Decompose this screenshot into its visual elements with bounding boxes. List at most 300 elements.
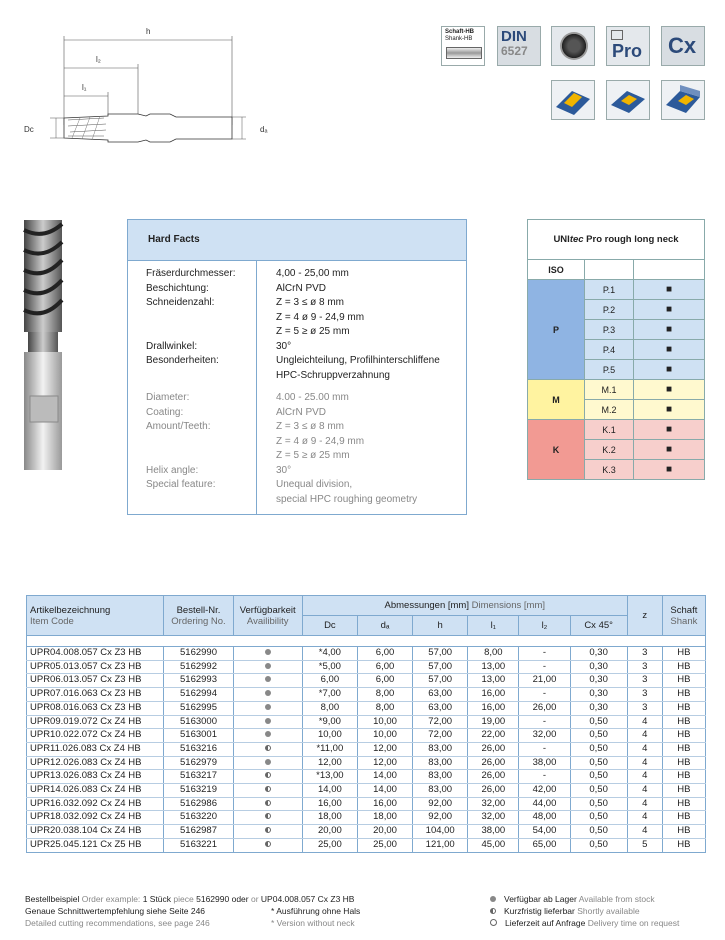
table-cell: *9,00 xyxy=(302,715,357,729)
table-cell: 57,00 xyxy=(413,674,468,688)
table-cell: HB xyxy=(662,701,705,715)
hf-label: Diameter: xyxy=(146,392,190,403)
table-cell: 0,50 xyxy=(570,784,627,798)
table-cell: 3 xyxy=(627,647,662,661)
cutting-note-en: Detailed cutting recommendations, see page 246 xyxy=(25,918,210,928)
table-cell: 5163219 xyxy=(164,784,233,798)
material-code: P.3 xyxy=(585,320,634,340)
table-cell: UPR13.026.083 Cx Z4 HB xyxy=(27,770,164,784)
table-cell: UPR12.026.083 Cx Z4 HB xyxy=(27,756,164,770)
request-dot-icon xyxy=(490,919,497,926)
hf-label: Special feature: xyxy=(146,479,216,490)
table-cell: 12,00 xyxy=(357,742,412,756)
table-cell: 10,00 xyxy=(357,715,412,729)
table-cell: 48,00 xyxy=(519,811,570,825)
availability-cell xyxy=(233,688,302,702)
neck-note-de: * Ausführung ohne Hals xyxy=(271,906,361,916)
table-cell: 5163216 xyxy=(164,742,233,756)
short-dot-icon xyxy=(265,772,271,778)
table-cell: 92,00 xyxy=(413,797,468,811)
table-cell: 83,00 xyxy=(413,756,468,770)
material-code: K.3 xyxy=(585,460,634,480)
table-cell: UPR25.045.121 Cx Z5 HB xyxy=(27,838,164,852)
availability-cell xyxy=(233,701,302,715)
table-cell: 22,00 xyxy=(468,729,519,743)
table-cell: UPR08.016.063 Cx Z3 HB xyxy=(27,701,164,715)
hf-value: Z = 4 ø 9 - 24,9 mm xyxy=(276,311,365,323)
legend-request: Lieferzeit auf Anfrage Delivery time on request xyxy=(490,917,710,929)
table-cell: 44,00 xyxy=(519,797,570,811)
hard-facts-panel xyxy=(127,219,467,515)
din-number: 6527 xyxy=(501,44,528,58)
iso-group-m: M xyxy=(528,380,585,420)
table-cell: HB xyxy=(662,838,705,852)
table-cell: 4 xyxy=(627,825,662,839)
suitability-mark: ■ xyxy=(634,360,705,380)
table-cell: 57,00 xyxy=(413,660,468,674)
table-cell: 26,00 xyxy=(468,784,519,798)
hard-facts-title: Hard Facts xyxy=(148,234,200,245)
table-cell: UPR11.026.083 Cx Z4 HB xyxy=(27,742,164,756)
table-cell: HB xyxy=(662,729,705,743)
table-cell: 14,00 xyxy=(357,784,412,798)
table-cell: 16,00 xyxy=(357,797,412,811)
stock-dot-icon xyxy=(265,704,271,710)
table-cell: 4 xyxy=(627,729,662,743)
table-cell: 4 xyxy=(627,797,662,811)
hf-value: Z = 5 ≥ ø 25 mm xyxy=(276,326,350,337)
table-row xyxy=(27,715,706,729)
end-mill-photo xyxy=(20,220,68,470)
suitability-mark: ■ xyxy=(634,280,705,300)
table-cell: 16,00 xyxy=(468,688,519,702)
table-cell: 54,00 xyxy=(519,825,570,839)
table-row xyxy=(27,729,706,743)
availability-cell xyxy=(233,838,302,852)
stock-dot-icon xyxy=(265,676,271,682)
hard-facts-values-en xyxy=(276,391,464,507)
table-row xyxy=(27,742,706,756)
table-cell: HB xyxy=(662,660,705,674)
table-cell: 0,30 xyxy=(570,688,627,702)
pro-label: Pro xyxy=(612,41,643,61)
col-z: z xyxy=(627,596,662,636)
table-row xyxy=(27,784,706,798)
table-cell: 8,00 xyxy=(302,701,357,715)
stock-dot-icon xyxy=(490,896,496,902)
table-cell: 3 xyxy=(627,688,662,702)
table-cell: HB xyxy=(662,811,705,825)
legend-stock: Verfügbar ab Lager Available from stock xyxy=(490,893,710,905)
table-cell: UPR18.032.092 Cx Z4 HB xyxy=(27,811,164,825)
short-dot-icon xyxy=(265,786,271,792)
table-cell: UPR09.019.072 Cx Z4 HB xyxy=(27,715,164,729)
table-cell: 5163220 xyxy=(164,811,233,825)
table-cell: 38,00 xyxy=(468,825,519,839)
table-cell: 45,00 xyxy=(468,838,519,852)
col-order: Bestell-Nr. Ordering No. xyxy=(164,596,233,636)
table-cell: 3 xyxy=(627,660,662,674)
table-cell: - xyxy=(519,688,570,702)
table-cell: 26,00 xyxy=(468,756,519,770)
table-cell: - xyxy=(519,715,570,729)
cx-label: Cx xyxy=(668,33,697,58)
table-cell: 8,00 xyxy=(468,647,519,661)
shank-hb-icon xyxy=(441,26,485,66)
table-cell: 4 xyxy=(627,715,662,729)
material-code: K.2 xyxy=(585,440,634,460)
table-cell: 0,50 xyxy=(570,715,627,729)
table-cell: 121,00 xyxy=(413,838,468,852)
hf-value: Z = 3 ≤ ø 8 mm xyxy=(276,421,344,432)
legend-short: Kurzfristig lieferbar Shortly available xyxy=(490,905,710,917)
table-cell: 20,00 xyxy=(302,825,357,839)
availability-cell xyxy=(233,825,302,839)
cx-chamfer-icon xyxy=(661,26,705,66)
material-code: P.2 xyxy=(585,300,634,320)
table-cell: 0,50 xyxy=(570,756,627,770)
table-row xyxy=(27,811,706,825)
table-cell: 20,00 xyxy=(357,825,412,839)
hf-label: Beschichtung: xyxy=(146,282,209,294)
col-article: Artikelbezeichnung Item Code xyxy=(27,596,164,636)
table-cell: 5163221 xyxy=(164,838,233,852)
table-cell: 6,00 xyxy=(357,674,412,688)
table-cell: UPR14.026.083 Cx Z4 HB xyxy=(27,784,164,798)
table-cell: 0,30 xyxy=(570,647,627,661)
suitability-mark: ■ xyxy=(634,440,705,460)
shoulder-milling-icon xyxy=(661,80,705,120)
table-cell: *5,00 xyxy=(302,660,357,674)
table-cell: 26,00 xyxy=(468,742,519,756)
hf-value: 30° xyxy=(276,464,292,476)
table-cell: 3 xyxy=(627,674,662,688)
table-cell: UPR06.013.057 Cx Z3 HB xyxy=(27,674,164,688)
table-cell: 16,00 xyxy=(468,701,519,715)
stock-dot-icon xyxy=(265,690,271,696)
table-cell: HB xyxy=(662,756,705,770)
table-cell: 0,50 xyxy=(570,811,627,825)
table-cell: 0,50 xyxy=(570,797,627,811)
stock-dot-icon xyxy=(265,718,271,724)
table-cell: 12,00 xyxy=(302,756,357,770)
din-6527-icon xyxy=(497,26,541,66)
hard-facts-divider xyxy=(256,260,257,514)
cutting-note-de: Genaue Schnittwertempfehlung siehe Seite 246 xyxy=(25,906,206,916)
table-cell: *4,00 xyxy=(302,647,357,661)
table-cell: 0,50 xyxy=(570,729,627,743)
slot-milling-icon xyxy=(551,80,595,120)
footer-notes xyxy=(25,893,445,929)
table-cell: 5162979 xyxy=(164,756,233,770)
material-code: K.1 xyxy=(585,420,634,440)
table-cell: 5162995 xyxy=(164,701,233,715)
hf-value: Ungleichteilung, Profilhinterschliffene xyxy=(276,355,440,366)
short-dot-icon xyxy=(265,745,271,751)
table-cell: HB xyxy=(662,674,705,688)
dim-l2-label: l₂ xyxy=(96,55,101,64)
hf-value: 4.00 - 25.00 mm xyxy=(276,392,349,403)
table-cell: 4 xyxy=(627,756,662,770)
hf-label: Helix angle: xyxy=(146,464,199,476)
hf-value: 4,00 - 25,00 mm xyxy=(276,268,349,279)
table-row xyxy=(27,770,706,784)
availability-cell xyxy=(233,674,302,688)
hf-label: Drallwinkel: xyxy=(146,340,198,352)
col-dc: Dᴄ xyxy=(302,616,357,636)
table-cell: 0,30 xyxy=(570,701,627,715)
stock-dot-icon xyxy=(265,649,271,655)
table-cell: 92,00 xyxy=(413,811,468,825)
hard-facts-labels-de xyxy=(146,267,256,369)
material-row xyxy=(528,280,705,300)
availability-cell xyxy=(233,729,302,743)
availability-cell xyxy=(233,784,302,798)
table-cell: 5163217 xyxy=(164,770,233,784)
hard-facts-header xyxy=(128,220,466,261)
table-cell: 26,00 xyxy=(519,701,570,715)
suitability-mark: ■ xyxy=(634,460,705,480)
table-row xyxy=(27,674,706,688)
hf-value: 30° xyxy=(276,340,292,352)
availability-cell xyxy=(233,660,302,674)
table-cell: UPR05.013.057 Cx Z3 HB xyxy=(27,660,164,674)
short-dot-icon xyxy=(265,813,271,819)
stock-dot-icon xyxy=(265,759,271,765)
col-da: dₐ xyxy=(357,616,412,636)
table-row xyxy=(27,825,706,839)
suitability-mark: ■ xyxy=(634,340,705,360)
table-cell: 32,00 xyxy=(468,811,519,825)
pro-profile-icon xyxy=(606,26,650,66)
table-cell: *7,00 xyxy=(302,688,357,702)
table-cell: *13,00 xyxy=(302,770,357,784)
table-row xyxy=(27,756,706,770)
table-cell: 0,30 xyxy=(570,674,627,688)
table-cell: 83,00 xyxy=(413,770,468,784)
table-cell: *11,00 xyxy=(302,742,357,756)
table-cell: 6,00 xyxy=(357,660,412,674)
hf-label: Amount/Teeth: xyxy=(146,421,211,432)
hf-value: Z = 5 ≥ ø 25 mm xyxy=(276,450,350,461)
dim-h-label: h xyxy=(146,27,151,36)
table-cell: 5163000 xyxy=(164,715,233,729)
suitability-mark: ■ xyxy=(634,400,705,420)
table-cell: - xyxy=(519,660,570,674)
table-cell: 5162987 xyxy=(164,825,233,839)
table-cell: 63,00 xyxy=(413,701,468,715)
dim-da-label: dₐ xyxy=(260,125,268,134)
table-cell: 0,50 xyxy=(570,742,627,756)
suitability-mark: ■ xyxy=(634,300,705,320)
table-cell: 5163001 xyxy=(164,729,233,743)
suitability-mark: ■ xyxy=(634,320,705,340)
order-example: Bestellbeispiel Order example: 1 Stück piece 5162990 oder or UP04.008.057 Cx Z3 HB xyxy=(25,894,355,904)
availability-cell xyxy=(233,715,302,729)
table-cell: UPR20.038.104 Cx Z4 HB xyxy=(27,825,164,839)
din-label: DIN xyxy=(501,28,527,45)
col-availability: Verfügbarkeit Availibility xyxy=(233,596,302,636)
table-cell: 6,00 xyxy=(357,647,412,661)
table-cell: 83,00 xyxy=(413,742,468,756)
shank-hb-label-en: Shank-HB xyxy=(445,36,473,42)
table-cell: 12,00 xyxy=(357,756,412,770)
hf-value: Z = 4 ø 9 - 24,9 mm xyxy=(276,435,365,447)
material-table-title: UNItec Pro rough long neck xyxy=(528,220,705,260)
hf-label: Schneidenzahl: xyxy=(146,297,215,308)
table-cell: HB xyxy=(662,688,705,702)
table-cell: 21,00 xyxy=(519,674,570,688)
table-cell: 5162993 xyxy=(164,674,233,688)
table-cell: HB xyxy=(662,647,705,661)
table-cell: 25,00 xyxy=(302,838,357,852)
hf-value: HPC-Schruppverzahnung xyxy=(276,369,390,381)
table-cell: HB xyxy=(662,742,705,756)
iso-group-p: P xyxy=(528,280,585,380)
table-cell: 5162992 xyxy=(164,660,233,674)
table-cell: 6,00 xyxy=(302,674,357,688)
table-cell: 13,00 xyxy=(468,674,519,688)
short-dot-icon xyxy=(490,908,496,914)
hard-facts-labels-en xyxy=(146,391,256,493)
table-cell: 10,00 xyxy=(357,729,412,743)
table-cell: 14,00 xyxy=(302,784,357,798)
availability-cell xyxy=(233,811,302,825)
table-cell: UPR16.032.092 Cx Z4 HB xyxy=(27,797,164,811)
table-cell: 57,00 xyxy=(413,647,468,661)
hf-label: Besonderheiten: xyxy=(146,355,219,366)
hf-value: special HPC roughing geometry xyxy=(276,493,418,505)
availability-cell xyxy=(233,647,302,661)
availability-cell xyxy=(233,797,302,811)
face-milling-icon xyxy=(606,80,650,120)
col-h: h xyxy=(413,616,468,636)
material-row xyxy=(528,380,705,400)
table-cell: HB xyxy=(662,770,705,784)
iso-header: ISO xyxy=(528,260,585,280)
table-row xyxy=(27,838,706,852)
table-cell: 38,00 xyxy=(519,756,570,770)
short-dot-icon xyxy=(265,800,271,806)
material-code: M.1 xyxy=(585,380,634,400)
availability-cell xyxy=(233,742,302,756)
table-row xyxy=(27,647,706,661)
table-cell: 5162986 xyxy=(164,797,233,811)
table-cell: 0,50 xyxy=(570,838,627,852)
table-cell: 4 xyxy=(627,811,662,825)
table-cell: 42,00 xyxy=(519,784,570,798)
table-cell: 4 xyxy=(627,784,662,798)
col-shank: Schaft Shank xyxy=(662,596,705,636)
short-dot-icon xyxy=(265,827,271,833)
table-cell: HB xyxy=(662,715,705,729)
material-code: P.5 xyxy=(585,360,634,380)
availability-legend xyxy=(490,893,710,929)
hf-label: Coating: xyxy=(146,406,184,418)
table-row xyxy=(27,688,706,702)
hf-value: AlCrN PVD xyxy=(276,282,327,294)
col-l2: l₂ xyxy=(519,616,570,636)
table-row xyxy=(27,797,706,811)
table-cell: 0,50 xyxy=(570,825,627,839)
col-cx: Cx 45° xyxy=(570,616,627,636)
table-cell: HB xyxy=(662,784,705,798)
table-cell: 16,00 xyxy=(302,797,357,811)
table-cell: 4 xyxy=(627,770,662,784)
col-dimensions: Abmessungen [mm] Dimensions [mm] xyxy=(302,596,627,616)
stock-dot-icon xyxy=(265,663,271,669)
table-cell: 32,00 xyxy=(468,797,519,811)
table-cell: 63,00 xyxy=(413,688,468,702)
iso-group-k: K xyxy=(528,420,585,480)
material-code: P.1 xyxy=(585,280,634,300)
hf-value: AlCrN PVD xyxy=(276,406,327,418)
flute-cross-section-icon xyxy=(551,26,595,66)
table-cell: 18,00 xyxy=(302,811,357,825)
table-cell: 8,00 xyxy=(357,701,412,715)
table-cell: - xyxy=(519,742,570,756)
table-cell: - xyxy=(519,647,570,661)
suitability-mark: ■ xyxy=(634,380,705,400)
tool-dimension-drawing xyxy=(20,20,280,160)
col-l1: l₁ xyxy=(468,616,519,636)
table-cell: 32,00 xyxy=(519,729,570,743)
table-cell: 72,00 xyxy=(413,715,468,729)
neck-note-en: * Version without neck xyxy=(271,918,355,928)
material-code: P.4 xyxy=(585,340,634,360)
table-cell: 3 xyxy=(627,701,662,715)
suitability-mark: ■ xyxy=(634,420,705,440)
table-cell: 10,00 xyxy=(302,729,357,743)
material-table xyxy=(527,219,705,480)
product-table xyxy=(26,595,706,853)
table-cell: 26,00 xyxy=(468,770,519,784)
stock-dot-icon xyxy=(265,731,271,737)
table-cell: UPR10.022.072 Cx Z4 HB xyxy=(27,729,164,743)
hf-label: Fräserdurchmesser: xyxy=(146,268,236,279)
table-cell: HB xyxy=(662,797,705,811)
availability-cell xyxy=(233,770,302,784)
table-cell: 14,00 xyxy=(357,770,412,784)
table-cell: HB xyxy=(662,825,705,839)
hf-value: Z = 3 ≤ ø 8 mm xyxy=(276,297,344,308)
table-cell: 83,00 xyxy=(413,784,468,798)
table-cell: UPR04.008.057 Cx Z3 HB xyxy=(27,647,164,661)
table-cell: 5 xyxy=(627,838,662,852)
table-cell: 4 xyxy=(627,742,662,756)
material-row xyxy=(528,420,705,440)
table-cell: 25,00 xyxy=(357,838,412,852)
table-cell: 104,00 xyxy=(413,825,468,839)
table-cell: 0,50 xyxy=(570,770,627,784)
table-cell: 13,00 xyxy=(468,660,519,674)
availability-cell xyxy=(233,756,302,770)
hard-facts-values-de xyxy=(276,267,464,383)
material-code: M.2 xyxy=(585,400,634,420)
table-cell: 65,00 xyxy=(519,838,570,852)
table-cell: 5162990 xyxy=(164,647,233,661)
shank-hb-label-de: Schaft-HB xyxy=(445,29,475,35)
short-dot-icon xyxy=(265,841,271,847)
dim-l1-label: l₁ xyxy=(82,83,87,92)
dim-dc-label: Dᴄ xyxy=(24,125,34,134)
table-cell: 5162994 xyxy=(164,688,233,702)
table-cell: 18,00 xyxy=(357,811,412,825)
table-row xyxy=(27,701,706,715)
table-cell: 8,00 xyxy=(357,688,412,702)
table-cell: 19,00 xyxy=(468,715,519,729)
table-cell: 72,00 xyxy=(413,729,468,743)
